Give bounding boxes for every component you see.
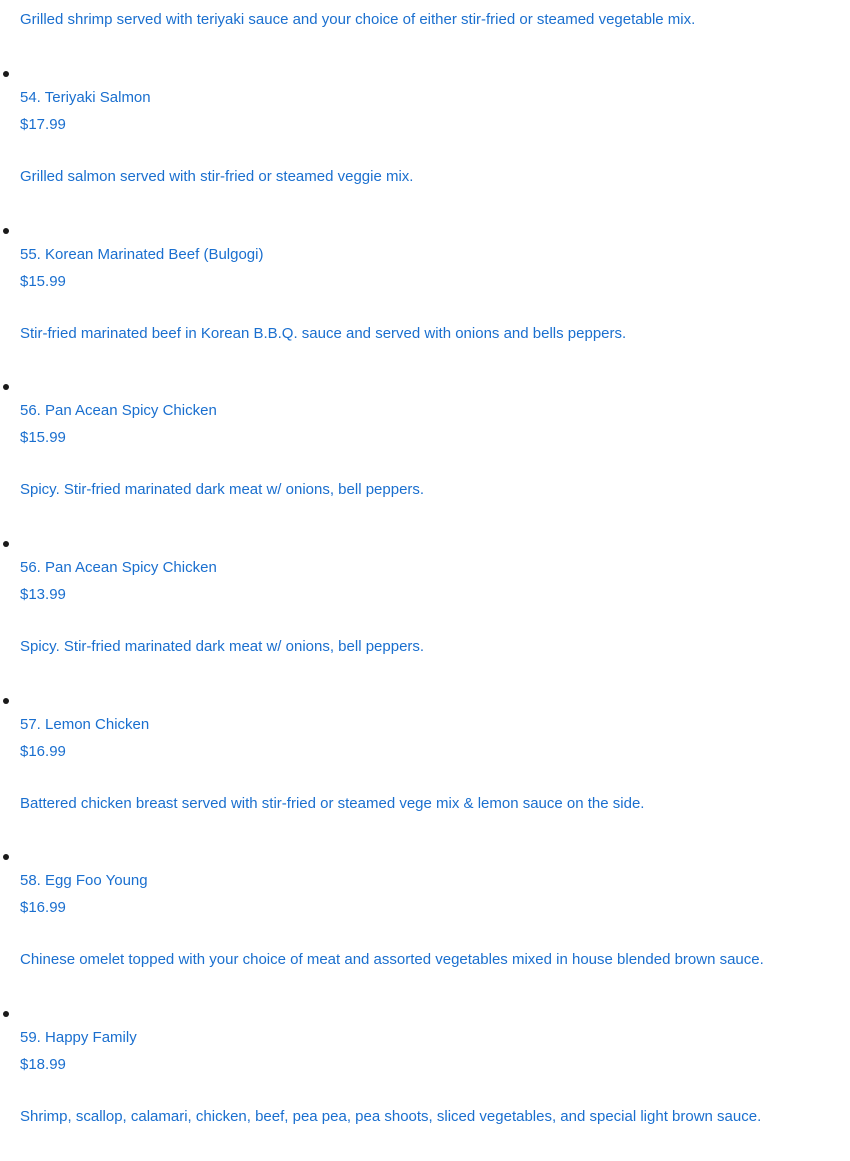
menu-item-price: $15.99 xyxy=(20,272,66,290)
menu-item-description: Spicy. Stir-fried marinated dark meat w/ onions, bell peppers. xyxy=(20,481,425,499)
bullet-icon xyxy=(3,698,9,704)
menu-item-description: Shrimp, scallop, calamari, chicken, beef, pea pea, pea shoots, sliced vegetables, and special light brown sauce. xyxy=(20,1108,762,1126)
bullet-icon xyxy=(3,384,9,390)
bullet-icon xyxy=(3,71,9,77)
menu-item-name[interactable]: 57. Lemon Chicken xyxy=(20,715,150,733)
menu-item-description: Grilled shrimp served with teriyaki sauce and your choice of either stir-fried or steamed vegetable mix. xyxy=(20,11,696,28)
menu-item-description: Chinese omelet topped with your choice of meat and assorted vegetables mixed in house blended brown sauce. xyxy=(20,951,764,969)
bullet-icon xyxy=(3,1011,9,1017)
menu-item-name[interactable]: 56. Pan Acean Spicy Chicken xyxy=(20,402,217,420)
menu-item-name[interactable]: 59. Happy Family xyxy=(20,1029,137,1047)
menu-item-price: $16.99 xyxy=(20,742,66,760)
menu-item-description: Stir-fried marinated beef in Korean B.B.Q. sauce and served with onions and bells peppers. xyxy=(20,324,627,342)
menu-item[interactable] xyxy=(0,64,850,221)
menu-item-name[interactable]: 54. Teriyaki Salmon xyxy=(20,89,151,106)
menu-item-name[interactable]: 58. Egg Foo Young xyxy=(20,872,148,890)
menu-item-description: Spicy. Stir-fried marinated dark meat w/ onions, bell peppers. xyxy=(20,638,425,656)
bullet-icon xyxy=(3,228,9,234)
menu-list xyxy=(0,64,850,1161)
menu-item-price: $13.99 xyxy=(20,586,66,604)
menu-item-price: $16.99 xyxy=(20,899,66,917)
menu-item[interactable] xyxy=(0,221,850,378)
menu-item-name[interactable]: 55. Korean Marinated Beef (Bulgogi) xyxy=(20,245,264,263)
bullet-icon xyxy=(3,854,9,860)
menu-item[interactable] xyxy=(0,847,850,1004)
menu-item-price: $18.99 xyxy=(20,1056,66,1074)
menu-item-price: $17.99 xyxy=(20,116,66,133)
menu-item-description: Grilled salmon served with stir-fried or steamed veggie mix. xyxy=(20,168,414,185)
menu-item[interactable] xyxy=(0,534,850,691)
menu-item-price: $15.99 xyxy=(20,429,66,447)
menu-item[interactable] xyxy=(0,1004,850,1161)
menu-item[interactable] xyxy=(0,691,850,848)
menu-item[interactable] xyxy=(0,377,850,534)
menu-item-description: Battered chicken breast served with stir-fried or steamed vege mix & lemon sauce on the side. xyxy=(20,794,645,812)
bullet-icon xyxy=(3,541,9,547)
menu-item-name[interactable]: 56. Pan Acean Spicy Chicken xyxy=(20,559,217,577)
